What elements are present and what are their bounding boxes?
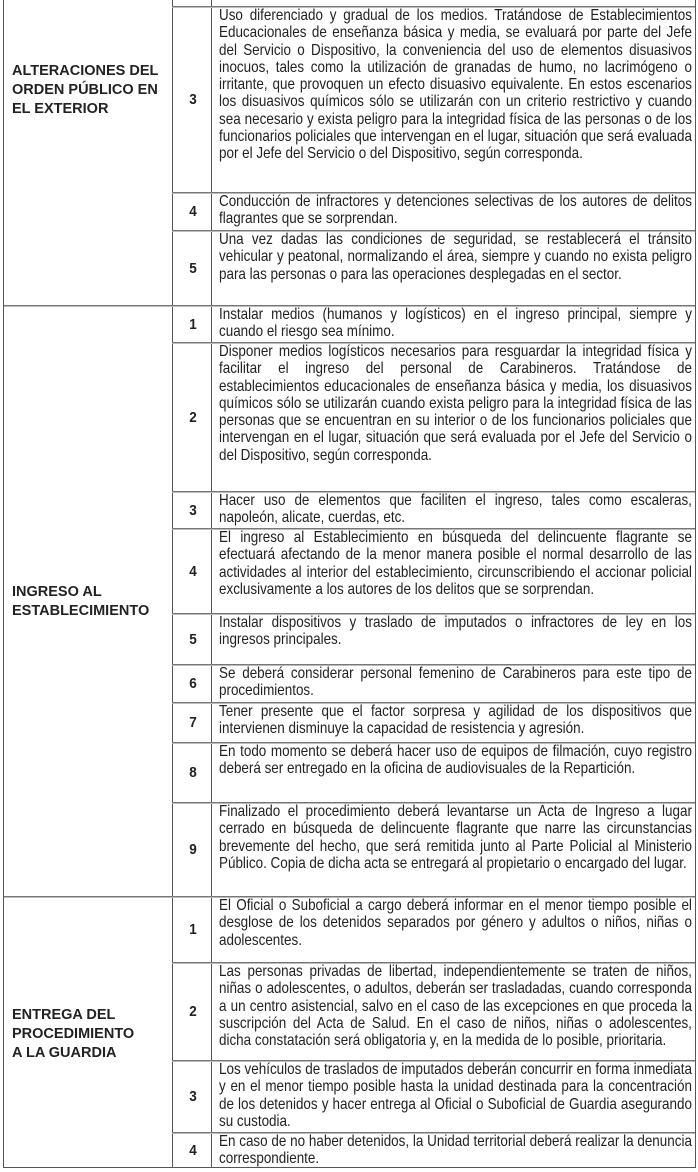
row-text: Instalar dispositivos y traslado de imputados o infractores de ley en los ingresos principales. [219, 614, 692, 649]
group-label-line: EL EXTERIOR [12, 101, 109, 117]
group-label-line: ALTERACIONES DEL [12, 63, 159, 79]
group-label [12, 62, 172, 119]
group-label-line: ORDEN PÚBLICO EN [12, 82, 158, 98]
row-number: 2 [189, 408, 197, 426]
row-text: Conducción de infractores y detenciones selectivas de los autores de delitos flagrantes que se sorprendan. [219, 193, 692, 228]
group-label-line: INGRESO AL [12, 584, 102, 600]
procedures-table [3, 0, 696, 1168]
row-text: Uso diferenciado y gradual de los medios. Tratándose de Establecimientos Educacionales de enseñanza básica y media, se evaluará por parte del Jefe del Servicio o Dispositivo, la conveniencia del uso de elementos disuasivos inocuos, tales como la utilización de granadas de humo, no lacrimógeno o irritante, que provoquen un efecto disuasivo equivalente. En estos escenarios los disuasivos químicos sólo se utilizarán con un criterio restrictivo y cuando sea necesario y exista peligro para la integridad física de las personas o de los funcionarios policiales que intervengan en el lugar, situación que será evaluada por el Jefe del Servicio o del Dispositivo, según corresponda. [219, 7, 692, 163]
row-number: 1 [189, 921, 197, 938]
row-text: Disponer medios logísticos necesarios para resguardar la integridad física y facilitar el ingreso del personal de Carabineros. Tratándose de establecimientos educacionales de enseñanza básica y media, los disuasivos químicos sólo se utilizarán cuando exista peligro para la integridad física de las personas que se encuentran en su interior o de los funcionarios policiales que intervengan en el lugar, situación que será evaluada por el Jefe del Servicio o del Dispositivo, según corresponda. [219, 343, 692, 464]
row-text: Finalizado el procedimiento deberá levantarse un Acta de Ingreso a lugar cerrado en búsqueda de delincuente flagrante que narre las circunstancias brevemente del hecho, que será remitida junto al Parte Policial al Ministerio Público. Copia de dicha acta se entregará al propietario o encargado del lugar. [219, 803, 692, 872]
row-text: Tener presente que el factor sorpresa y agilidad de los dispositivos que intervienen disminuye la capacidad de resistencia y agresión. [219, 703, 692, 738]
column-divider [211, 0, 212, 1167]
row-text: Los vehículos de traslados de imputados deberán concurrir en forma inmediata y en el menor tiempo posible hasta la unidad destinada para la concentración de los detenidos y hacer entrega al Oficial o Suboficial de Guardia asegurando su custodia. [219, 1061, 692, 1130]
row-number: 4 [189, 203, 197, 220]
group-label [12, 583, 172, 621]
row-text: El ingreso al Establecimiento en búsqueda del delincuente flagrante se efectuará afectando de la menor manera posible el normal desarrollo de las actividades al interior del establecimiento, circunscribiendo el accionar policial exclusivamente a los autores de los delitos que se sorprendan. [219, 529, 692, 598]
row-number: 5 [189, 259, 197, 277]
column-divider [172, 0, 173, 1167]
group-label-line: ENTREGA DEL [12, 1007, 116, 1023]
row-text: En todo momento se deberá hacer uso de equipos de filmación, cuyo registro deberá ser entregado en la oficina de audiovisuales de la Repartición. [219, 743, 692, 778]
row-number: 5 [189, 630, 197, 648]
group-label-line: ESTABLECIMIENTO [12, 603, 150, 619]
group-label-line: PROCEDIMIENTO [12, 1026, 135, 1042]
row-number: 4 [189, 562, 197, 580]
group-label [12, 1006, 172, 1063]
row-text: Se deberá considerar personal femenino de Carabineros para este tipo de procedimientos. [219, 665, 692, 700]
row-text: Hacer uso de elementos que faciliten el ingreso, tales como escaleras, napoleón, alicate, cuerdas, etc. [219, 492, 692, 527]
row-number: 9 [189, 841, 197, 858]
row-number: 3 [189, 501, 197, 519]
group-label-line: A LA GUARDIA [12, 1045, 117, 1061]
row-number: 1 [189, 315, 197, 333]
row-number: 2 [189, 1003, 197, 1020]
row-number: 3 [189, 1088, 197, 1105]
row-text: Una vez dadas las condiciones de seguridad, se restablecerá el tránsito vehicular y peatonal, normalizando el área, siempre y cuando no exista peligro para las personas o para las operaciones desplegadas en el sector. [219, 231, 692, 283]
row-number: 4 [189, 1141, 197, 1159]
row-text: En caso de no haber detenidos, la Unidad territorial deberá realizar la denuncia correspondiente. [219, 1133, 692, 1168]
row-number: 8 [189, 764, 197, 781]
row-number: 7 [189, 714, 197, 731]
row-number: 6 [189, 675, 197, 692]
row-text: Las personas privadas de libertad, independientemente se traten de niños, niñas o adolescentes, o adultos, deberán ser trasladadas, cuando corresponda a un centro asistencial, salvo en el caso de las excepciones en que proceda la suscripción del Acta de Salud. En el caso de niños, niñas o adolescentes, dicha constatación será obligatoria y, en la medida de lo posible, prioritaria. [219, 963, 692, 1050]
row-text: El Oficial o Suboficial a cargo deberá informar en el menor tiempo posible el desglose de los detenidos separados por género y adultos o niños, niñas o adolescentes. [219, 897, 692, 949]
row-text: Instalar medios (humanos y logísticos) en el ingreso principal, siempre y cuando el riesgo sea mínimo. [219, 306, 692, 341]
row-number: 3 [189, 91, 197, 108]
